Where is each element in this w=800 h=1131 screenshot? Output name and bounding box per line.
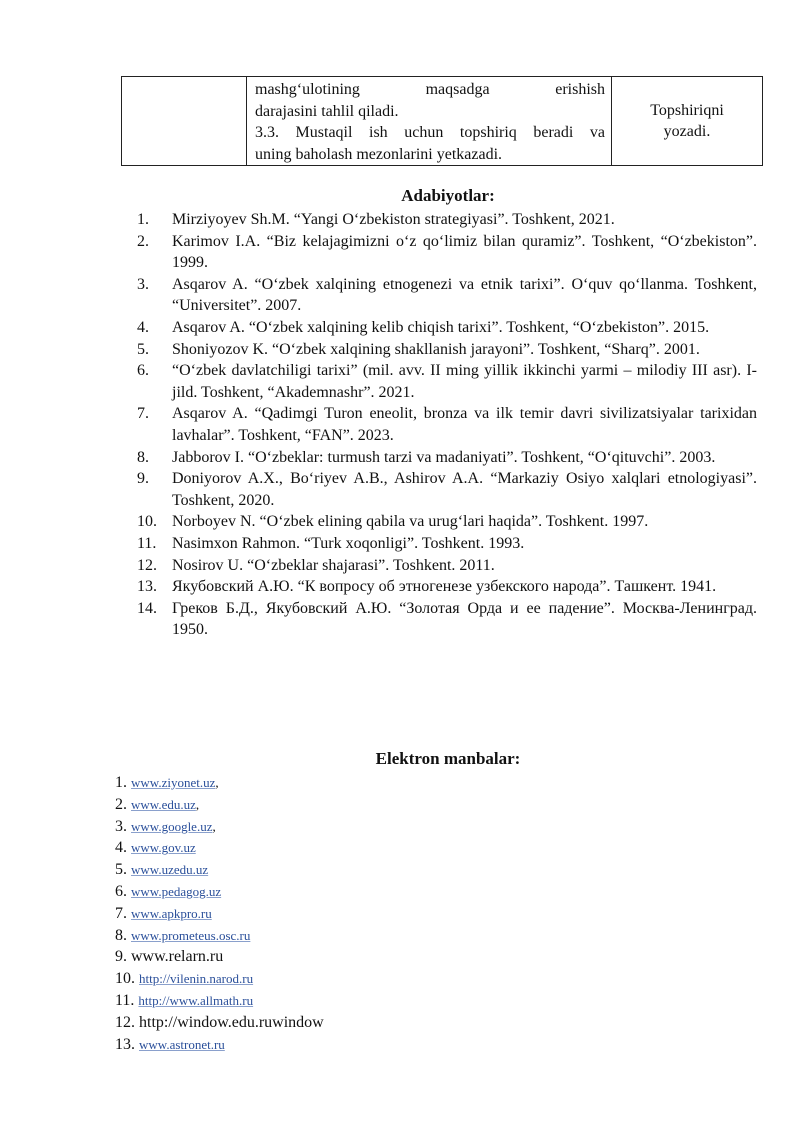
table-cell-student-activity (612, 77, 763, 166)
item-suffix: , (212, 818, 216, 834)
electronic-sources-heading: Elektron manbalar: (375, 749, 521, 768)
list-item (115, 859, 324, 881)
cell-line: darajasini tahlil qiladi. (255, 102, 399, 120)
item-text: “O‘zbek davlatchiligi tarixi” (mil. avv. II ming yillik ikkinchi yarmi – milodiy III asr). I-jild. Toshkent, “Akademnashr”. 2021. (172, 362, 757, 401)
item-number: 8. (115, 926, 127, 944)
table-row (122, 77, 763, 166)
item-number: 6. (115, 882, 127, 900)
source-link[interactable]: www.relarn.ru (131, 948, 224, 966)
item-text: Asqarov A. “O‘zbek xalqining etnogenezi va etnik tarixi”. O‘quv qo‘llanma. Toshkent, “Universitet”. 2007. (172, 275, 757, 315)
item-number: 5. (115, 861, 127, 879)
item-number: 4. (115, 839, 127, 857)
item-number: 2. (137, 232, 149, 250)
source-link[interactable]: www.ziyonet.uz (131, 775, 216, 790)
item-number: 9. (137, 470, 149, 488)
list-item (137, 468, 757, 511)
list-item (137, 598, 757, 641)
item-number: 12. (115, 1013, 135, 1031)
item-number: 10. (137, 513, 157, 531)
list-item (115, 816, 324, 838)
item-suffix: , (215, 775, 219, 790)
item-number: 5. (137, 340, 149, 358)
cell-line: uning baholash mezonlarini yetkazadi. (255, 145, 503, 163)
item-number: 7. (137, 405, 149, 423)
source-link[interactable]: www.edu.uz (131, 796, 196, 812)
lesson-plan-table-fragment (121, 76, 763, 166)
list-item (137, 274, 757, 317)
item-text: Якубовский А.Ю. “К вопросу об этногенезе узбекского народа”. Ташкент. 1941. (172, 578, 717, 596)
list-item (137, 403, 757, 446)
list-item (137, 576, 757, 598)
item-number: 13. (115, 1035, 135, 1053)
cell-line: 3.3. Mustaqil ish uchun topshiriq beradi va (255, 124, 605, 141)
list-item (137, 555, 757, 577)
list-item (115, 794, 324, 816)
item-number: 9. (115, 948, 127, 966)
item-number: 11. (137, 534, 157, 552)
list-item (137, 447, 757, 469)
list-item (115, 925, 324, 947)
literature-heading: Adabiyotlar: (401, 186, 495, 205)
item-number: 3. (137, 275, 149, 293)
item-text: Karimov I.A. “Biz kelajagimizni o‘z qo‘limiz bilan quramiz”. Toshkent, “O‘zbekiston”. 1999. (172, 232, 757, 272)
source-link[interactable]: http://vilenin.narod.ru (139, 971, 254, 987)
source-link[interactable]: www.prometeus.osc.ru (131, 927, 251, 943)
item-text: Греков Б.Д., Якубовский А.Ю. “Золотая Орда и ее падение”. Москва-Ленинград. 1950. (172, 599, 757, 639)
list-item (115, 837, 324, 859)
list-item (115, 772, 324, 794)
list-item (115, 881, 324, 903)
list-item (115, 968, 324, 990)
list-item (137, 360, 757, 403)
item-suffix: , (195, 796, 200, 812)
source-link[interactable]: www.astronet.ru (139, 1036, 225, 1052)
item-text: Asqarov A. “Qadimgi Turon eneolit, bronza va ilk temir davri sivilizatsiyalar tarixidan lavhalar”. Toshkent, “FAN”. 2023. (172, 405, 757, 444)
item-text: Nasimxon Rahmon. “Turk xoqonligi”. Toshkent. 1993. (172, 534, 525, 552)
item-number: 6. (137, 362, 149, 380)
item-text: Doniyorov A.X., Bo‘riyev A.B., Ashirov A.A. “Markaziy Osiyo xalqlari etnologiyasi”. Toshkent, 2020. (172, 470, 757, 509)
item-text: Norboyev N. “O‘zbek elining qabila va urug‘lari haqida”. Toshkent. 1997. (172, 513, 649, 531)
item-number: 4. (137, 318, 149, 336)
list-item (115, 1012, 324, 1034)
cell-line: yozadi. (663, 123, 711, 140)
item-number: 1. (115, 774, 127, 791)
list-item (137, 209, 757, 231)
item-number: 1. (137, 211, 149, 228)
list-item (115, 990, 324, 1012)
source-text: http://window.edu.ruwindow (139, 1013, 324, 1031)
item-number: 13. (137, 578, 157, 596)
list-item (137, 511, 757, 533)
item-number: 11. (115, 991, 135, 1009)
item-text: Nosirov U. “O‘zbeklar shajarasi”. Toshkent. 2011. (172, 556, 495, 574)
list-item (137, 231, 757, 274)
item-number: 7. (115, 904, 127, 922)
cell-line: Topshiriqni (650, 102, 724, 119)
cell-line: mashg‘ulotining maqsadga erishish (255, 81, 605, 98)
item-text: Mirziyoyev Sh.M. “Yangi O‘zbekiston strategiyasi”. Toshkent, 2021. (172, 211, 615, 228)
list-item (115, 903, 324, 925)
list-item (137, 533, 757, 555)
item-number: 2. (115, 795, 127, 813)
list-item (115, 1034, 324, 1056)
source-link[interactable]: www.pedagog.uz (131, 883, 222, 899)
item-number: 8. (137, 448, 149, 466)
table-cell-empty (122, 77, 247, 166)
item-number: 3. (115, 817, 127, 835)
electronic-sources-list (115, 772, 324, 1055)
source-link[interactable]: www.google.uz (131, 818, 213, 834)
list-item (115, 946, 324, 968)
item-text: Shoniyozov K. “O‘zbek xalqining shakllanish jarayoni”. Toshkent, “Sharq”. 2001. (172, 340, 700, 358)
source-link[interactable]: www.uzedu.uz (131, 862, 209, 878)
literature-list (137, 209, 757, 641)
list-item (137, 339, 757, 361)
item-number: 10. (115, 970, 135, 988)
list-item (137, 317, 757, 339)
item-number: 14. (137, 599, 157, 617)
source-link[interactable]: www.apkpro.ru (131, 905, 212, 921)
item-number: 12. (137, 556, 157, 574)
source-link[interactable]: http://www.allmath.ru (138, 992, 254, 1008)
source-link[interactable]: www.gov.uz (131, 840, 196, 856)
table-cell-activity (247, 77, 612, 166)
item-text: Jabborov I. “O‘zbeklar: turmush tarzi va madaniyati”. Toshkent, “O‘qituvchi”. 2003. (172, 448, 716, 466)
item-text: Asqarov A. “O‘zbek xalqining kelib chiqish tarixi”. Toshkent, “O‘zbekiston”. 2015. (172, 318, 710, 336)
